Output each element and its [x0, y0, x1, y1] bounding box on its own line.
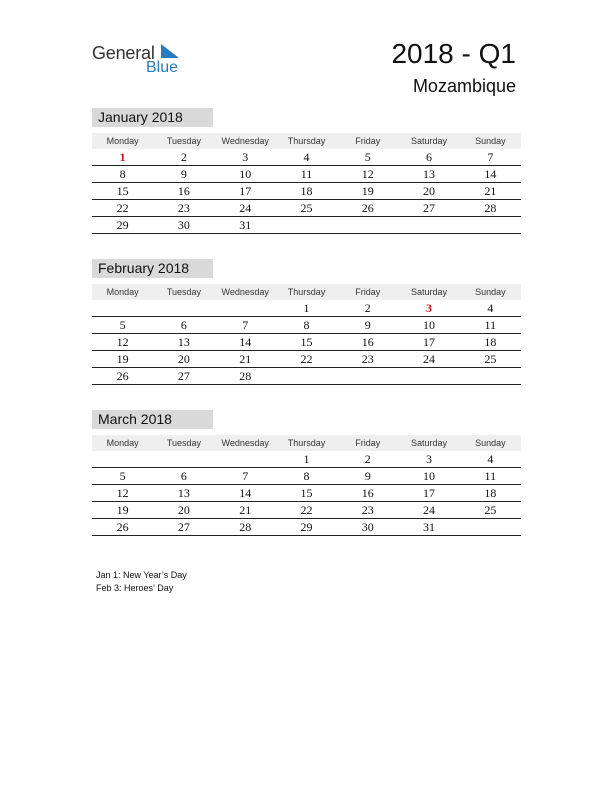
weekday-label: Wednesday [221, 438, 269, 448]
week-row [92, 351, 521, 368]
week-row [92, 485, 521, 502]
day-cell: 5 [119, 318, 126, 332]
day-cell: 24 [423, 352, 436, 366]
day-cell: 26 [116, 369, 129, 383]
day-cell: 27 [177, 520, 190, 534]
day-cell: 27 [177, 369, 190, 383]
day-cell: 17 [423, 335, 436, 349]
day-cell: 14 [484, 167, 497, 181]
day-cell: 29 [116, 218, 129, 232]
month-title: January 2018 [92, 108, 213, 127]
day-cell: 20 [177, 352, 190, 366]
week-row [92, 368, 521, 385]
day-cell: 23 [361, 352, 374, 366]
weekday-label: Wednesday [221, 136, 269, 146]
day-cell: 9 [364, 318, 371, 332]
day-cell: 2 [364, 301, 371, 315]
day-cell: 15 [116, 184, 129, 198]
day-cell: 28 [239, 520, 252, 534]
day-cell: 7 [242, 318, 249, 332]
week-row [92, 502, 521, 519]
logo-word-general: General [92, 43, 155, 63]
day-cell: 3 [242, 150, 249, 164]
weekday-header-row [92, 284, 521, 300]
day-cell: 18 [484, 486, 497, 500]
week-row [92, 468, 521, 485]
week-row [92, 166, 521, 183]
day-cell: 19 [116, 503, 129, 517]
day-cell: 31 [423, 520, 436, 534]
page-title: 2018 - Q1 [391, 38, 516, 69]
day-cell: 4 [487, 301, 494, 315]
week-row [92, 519, 521, 536]
month-title: February 2018 [92, 259, 213, 278]
day-cell: 13 [423, 167, 436, 181]
day-cell: 31 [239, 218, 252, 232]
day-cell: 4 [487, 452, 494, 466]
holiday-note: Feb 3: Heroes’ Day [96, 583, 174, 593]
day-cell: 8 [303, 318, 310, 332]
day-cell: 9 [180, 167, 187, 181]
weekday-label: Thursday [287, 136, 326, 146]
day-cell: 6 [426, 150, 433, 164]
holiday-note: Jan 1: New Year’s Day [96, 570, 187, 580]
empty-day-cell [337, 368, 398, 384]
day-cell: 15 [300, 335, 313, 349]
day-cell: 17 [423, 486, 436, 500]
empty-day-cell [337, 217, 398, 233]
day-cell: 30 [361, 520, 374, 534]
day-cell: 21 [239, 503, 252, 517]
day-cell: 17 [239, 184, 252, 198]
day-cell: 23 [361, 503, 374, 517]
weekday-label: Thursday [287, 287, 326, 297]
day-cell: 13 [177, 335, 190, 349]
day-cell: 10 [239, 167, 252, 181]
weekday-label: Sunday [475, 136, 506, 146]
empty-day-cell [460, 368, 521, 384]
day-cell: 13 [177, 486, 190, 500]
day-cell: 7 [487, 150, 494, 164]
holiday-notes [96, 569, 187, 595]
logo-word-blue: Blue [146, 59, 179, 76]
week-row [92, 183, 521, 200]
weekday-header-row [92, 435, 521, 451]
week-row [92, 451, 521, 468]
weekday-label: Friday [355, 136, 381, 146]
day-cell: 15 [300, 486, 313, 500]
weekday-label: Wednesday [221, 287, 269, 297]
weekday-label: Monday [106, 136, 139, 146]
day-cell: 22 [116, 201, 129, 215]
calendar-grid [92, 435, 521, 536]
day-cell: 7 [242, 469, 249, 483]
weekday-label: Thursday [287, 438, 326, 448]
day-cell: 22 [300, 503, 313, 517]
day-cell: 22 [300, 352, 313, 366]
weekday-label: Tuesday [166, 287, 202, 297]
day-cell: 28 [484, 201, 497, 215]
empty-day-cell [215, 300, 276, 316]
day-cell: 30 [177, 218, 190, 232]
day-cell: 8 [303, 469, 310, 483]
empty-day-cell [92, 451, 153, 467]
day-cell: 10 [423, 318, 436, 332]
country-name: Mozambique [412, 76, 516, 96]
empty-day-cell [276, 368, 337, 384]
month-february [92, 259, 521, 385]
week-row [92, 217, 521, 234]
empty-day-cell [153, 451, 214, 467]
weekday-label: Monday [106, 438, 139, 448]
day-cell: 23 [177, 201, 190, 215]
day-cell: 28 [239, 369, 252, 383]
day-cell: 5 [364, 150, 371, 164]
empty-day-cell [153, 300, 214, 316]
weekday-label: Saturday [411, 438, 448, 448]
day-cell: 3 [426, 452, 433, 466]
day-cell: 6 [180, 469, 187, 483]
day-cell: 19 [116, 352, 129, 366]
empty-day-cell [398, 217, 459, 233]
empty-day-cell [398, 368, 459, 384]
week-row [92, 200, 521, 217]
day-cell: 1 [303, 301, 310, 315]
day-cell: 11 [484, 469, 497, 483]
weekday-label: Tuesday [166, 438, 202, 448]
day-cell: 11 [484, 318, 497, 332]
day-cell: 12 [116, 335, 129, 349]
day-cell: 8 [119, 167, 126, 181]
month-title: March 2018 [92, 410, 213, 429]
holiday-day-cell: 3 [426, 301, 433, 315]
week-row [92, 317, 521, 334]
empty-day-cell [276, 217, 337, 233]
day-cell: 2 [364, 452, 371, 466]
day-cell: 16 [361, 486, 374, 500]
day-cell: 20 [177, 503, 190, 517]
holiday-day-cell: 1 [119, 150, 126, 164]
weekday-label: Saturday [411, 136, 448, 146]
day-cell: 25 [484, 352, 497, 366]
weekday-label: Saturday [411, 287, 448, 297]
calendar-grid [92, 133, 521, 234]
day-cell: 14 [239, 486, 252, 500]
day-cell: 4 [303, 150, 310, 164]
day-cell: 25 [484, 503, 497, 517]
day-cell: 12 [361, 167, 374, 181]
day-cell: 20 [423, 184, 436, 198]
day-cell: 25 [300, 201, 313, 215]
day-cell: 1 [303, 452, 310, 466]
day-cell: 24 [239, 201, 252, 215]
weekday-label: Monday [106, 287, 139, 297]
day-cell: 21 [484, 184, 497, 198]
week-row [92, 334, 521, 351]
weekday-label: Friday [355, 287, 381, 297]
day-cell: 19 [361, 184, 374, 198]
weekday-label: Sunday [475, 438, 506, 448]
day-cell: 10 [423, 469, 436, 483]
weekday-label: Friday [355, 438, 381, 448]
day-cell: 16 [361, 335, 374, 349]
day-cell: 9 [364, 469, 371, 483]
generalblue-logo [92, 40, 192, 80]
day-cell: 21 [239, 352, 252, 366]
day-cell: 14 [239, 335, 252, 349]
day-cell: 26 [116, 520, 129, 534]
day-cell: 26 [361, 201, 374, 215]
empty-day-cell [460, 519, 521, 535]
week-row [92, 300, 521, 317]
logo-triangle-icon [161, 44, 179, 58]
empty-day-cell [215, 451, 276, 467]
week-row [92, 149, 521, 166]
day-cell: 11 [300, 167, 313, 181]
day-cell: 29 [300, 520, 313, 534]
day-cell: 12 [116, 486, 129, 500]
day-cell: 6 [180, 318, 187, 332]
empty-day-cell [460, 217, 521, 233]
day-cell: 2 [180, 150, 187, 164]
weekday-header-row [92, 133, 521, 149]
calendar-grid [92, 284, 521, 385]
weekday-label: Sunday [475, 287, 506, 297]
empty-day-cell [92, 300, 153, 316]
day-cell: 5 [119, 469, 126, 483]
month-january [92, 108, 521, 234]
day-cell: 16 [177, 184, 190, 198]
day-cell: 18 [484, 335, 497, 349]
month-march [92, 410, 521, 536]
weekday-label: Tuesday [166, 136, 202, 146]
day-cell: 27 [423, 201, 436, 215]
day-cell: 24 [423, 503, 436, 517]
day-cell: 18 [300, 184, 313, 198]
